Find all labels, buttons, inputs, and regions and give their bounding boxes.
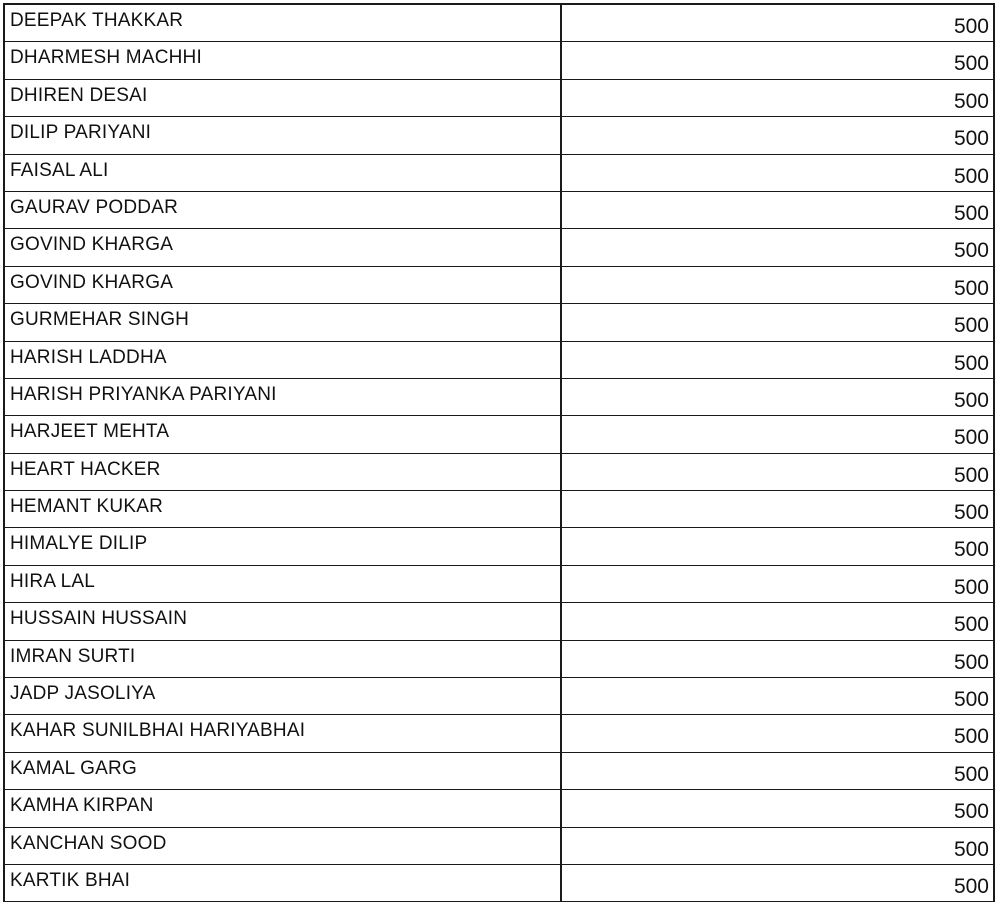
name-cell[interactable]: HIRA LAL [5,566,562,602]
table-row[interactable] [5,5,993,42]
table-row[interactable] [5,603,993,640]
name-cell[interactable]: HARISH LADDHA [5,342,562,378]
amount-cell[interactable]: 500 [953,89,989,113]
name-cell[interactable]: HEMANT KUKAR [5,491,562,527]
table-row[interactable] [5,790,993,827]
table-row[interactable] [5,304,993,341]
table-row[interactable] [5,528,993,565]
table-row[interactable] [5,192,993,229]
name-cell[interactable]: DHARMESH MACHHI [5,42,562,78]
name-cell[interactable]: GAURAV PODDAR [5,192,562,228]
name-cell[interactable]: HARISH PRIYANKA PARIYANI [5,379,562,415]
amount-cell[interactable]: 500 [953,426,989,450]
table-row[interactable] [5,117,993,154]
table-row[interactable] [5,229,993,266]
amount-cell[interactable]: 500 [953,52,989,76]
table-row[interactable] [5,342,993,379]
amount-cell[interactable]: 500 [953,688,989,712]
amount-cell[interactable]: 500 [953,351,989,375]
table-row[interactable] [5,865,993,902]
name-cell[interactable]: KAHAR SUNILBHAI HARIYABHAI [5,715,562,751]
table-row[interactable] [5,715,993,752]
name-cell[interactable]: DILIP PARIYANI [5,117,562,153]
amount-cell[interactable]: 500 [953,15,989,38]
name-cell[interactable]: GOVIND KHARGA [5,267,562,303]
name-cell[interactable]: HUSSAIN HUSSAIN [5,603,562,639]
amount-cell[interactable]: 500 [953,388,989,412]
table-row[interactable] [5,80,993,117]
name-cell[interactable]: DEEPAK THAKKAR [5,5,562,41]
name-cell[interactable]: GURMEHAR SINGH [5,304,562,340]
name-cell[interactable]: HARJEET MEHTA [5,416,562,452]
name-cell[interactable]: KAMHA KIRPAN [5,790,562,826]
amount-cell[interactable]: 500 [953,800,989,824]
table-row[interactable] [5,566,993,603]
table-row[interactable] [5,753,993,790]
donor-table [3,3,995,902]
table-row[interactable] [5,491,993,528]
table-row[interactable] [5,42,993,79]
name-cell[interactable]: JADP JASOLIYA [5,678,562,714]
amount-cell[interactable]: 500 [953,762,989,786]
table-row[interactable] [5,416,993,453]
table-row[interactable] [5,454,993,491]
amount-cell[interactable]: 500 [953,837,989,861]
name-cell[interactable]: HEART HACKER [5,454,562,490]
table-row[interactable] [5,828,993,865]
table-row[interactable] [5,678,993,715]
amount-cell[interactable]: 500 [953,164,989,188]
table-row[interactable] [5,267,993,304]
amount-cell[interactable]: 500 [953,650,989,674]
table-row[interactable] [5,641,993,678]
amount-cell[interactable]: 500 [953,127,989,151]
name-cell[interactable]: HIMALYE DILIP [5,528,562,564]
amount-cell[interactable]: 500 [953,314,989,338]
table-row[interactable] [5,379,993,416]
name-cell[interactable]: FAISAL ALI [5,155,562,191]
amount-cell[interactable]: 500 [953,613,989,637]
amount-cell[interactable]: 500 [953,463,989,487]
name-cell[interactable]: KANCHAN SOOD [5,828,562,864]
name-cell[interactable]: GOVIND KHARGA [5,229,562,265]
amount-cell[interactable]: 500 [953,201,989,225]
amount-cell[interactable]: 500 [953,575,989,599]
amount-cell[interactable]: 500 [953,538,989,562]
amount-cell[interactable]: 500 [953,239,989,263]
name-cell[interactable]: DHIREN DESAI [5,80,562,116]
name-cell[interactable]: IMRAN SURTI [5,641,562,677]
amount-cell[interactable]: 500 [953,725,989,749]
name-cell[interactable]: KAMAL GARG [5,753,562,789]
amount-cell[interactable]: 500 [953,501,989,525]
amount-cell[interactable]: 500 [953,874,989,898]
table-row[interactable] [5,155,993,192]
amount-cell[interactable]: 500 [953,276,989,300]
name-cell[interactable]: KARTIK BHAI [5,865,562,901]
